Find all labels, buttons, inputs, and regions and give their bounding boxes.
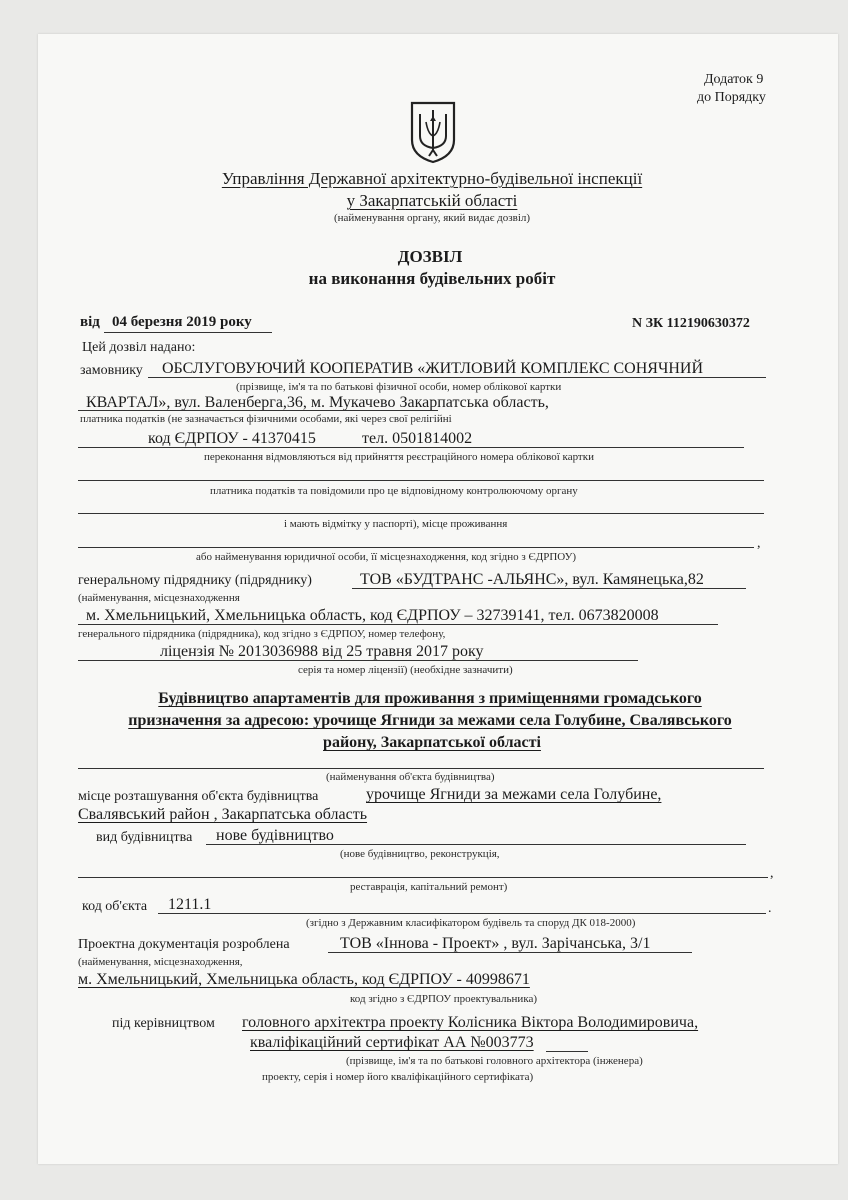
location-value-line-2: Свалявський район , Закарпатська область: [78, 806, 368, 823]
granted-label: Цей дозвіл надано:: [82, 340, 196, 355]
design-value-line-1: ТОВ «Іннова - Проект» , вул. Зарічанська, 3/1: [340, 935, 651, 952]
customer-caption-4: платника податків та повідомили про це відповідному контролюючому органу: [210, 485, 578, 497]
contractor-underline-2: [78, 624, 718, 625]
object-code-underline: [158, 913, 766, 914]
coat-of-arms-emblem: [408, 100, 458, 164]
construction-type-trailing-comma: ,: [770, 866, 774, 881]
document-title: ДОЗВІЛ: [397, 247, 463, 266]
contractor-caption-3: серія та номер ліцензії) (необхідне зазначити): [298, 664, 513, 676]
permit-number: N ЗК 112190630372: [632, 316, 750, 331]
construction-type-underline-1: [206, 844, 746, 845]
customer-caption-2: платника податків (не зазначається фізичними особами, які через свої релігійні: [80, 413, 452, 425]
design-underline-1: [328, 952, 692, 953]
issuer-name-line-2: у Закарпатській області: [346, 191, 518, 210]
construction-type-caption-1: (нове будівництво, реконструкція,: [340, 848, 500, 860]
architect-value-line-1: головного архітектра проекту Колісника Віктора Володимировича,: [242, 1014, 699, 1031]
date-prefix: від: [80, 314, 100, 330]
design-caption-2: код згідно з ЄДРПОУ проектувальника): [350, 993, 538, 1005]
customer-edrpou-code: код ЄДРПОУ - 41370415: [148, 430, 316, 447]
document-subtitle: на виконання будівельних робіт: [308, 269, 556, 288]
location-value-line-1: урочище Ягниди за межами села Голубине,: [366, 786, 662, 803]
customer-underline-3: [78, 447, 744, 448]
design-value-line-2: м. Хмельницький, Хмельницька область, код ЄДРПОУ - 40998671: [78, 971, 530, 988]
contractor-license: ліцензія № 2013036988 від 25 травня 2017 року: [160, 643, 484, 660]
construction-type-caption-2: реставрація, капітальний ремонт): [350, 881, 508, 893]
architect-caption-1: (прізвище, ім'я та по батькові головного архітектора (інженера): [346, 1055, 643, 1067]
architect-caption-2: проекту, серія і номер його кваліфікаційного сертифіката): [262, 1071, 534, 1083]
customer-name-line-1: ОБСЛУГОВУЮЧИЙ КООПЕРАТИВ «ЖИТЛОВИЙ КОМПЛЕКС СОНЯЧНИЙ: [162, 360, 703, 377]
issuer-caption: (найменування органу, який видає дозвіл): [333, 212, 531, 224]
construction-type-underline-2: [78, 877, 768, 878]
customer-label: замовнику: [80, 363, 143, 378]
construction-type-value: нове будівництво: [216, 827, 334, 844]
customer-underline-2: [78, 410, 438, 411]
object-code-caption: (згідно з Державним класифікатором будівель та споруд ДК 018-2000): [306, 917, 636, 929]
customer-caption-5: і мають відмітку у паспорті), місце проживання: [284, 518, 508, 530]
architect-value-line-2: кваліфікаційний сертифікат АА №003773: [250, 1034, 534, 1051]
customer-underline-1: [148, 377, 766, 378]
object-underline: [78, 768, 764, 769]
customer-underline-6: [78, 547, 754, 548]
contractor-name-line-2: м. Хмельницький, Хмельницька область, код ЄДРПОУ – 32739141, тел. 0673820008: [86, 607, 659, 624]
object-caption: (найменування об'єкта будівництва): [326, 771, 495, 783]
object-code-value: 1211.1: [168, 896, 212, 913]
design-caption-1: (найменування, місцезнаходження,: [78, 956, 243, 968]
contractor-underline-1: [352, 588, 746, 589]
customer-underline-5: [78, 513, 764, 514]
contractor-underline-3: [78, 660, 638, 661]
construction-type-label: вид будівництва: [96, 830, 193, 845]
contractor-label: генеральному підряднику (підряднику): [78, 573, 312, 588]
customer-trailing-comma: ,: [757, 536, 761, 551]
customer-phone: тел. 0501814002: [362, 430, 473, 447]
annex-line-2: до Порядку: [697, 90, 766, 105]
contractor-name-line-1: ТОВ «БУДТРАНС -АЛЬЯНС», вул. Камянецька,82: [360, 571, 704, 588]
object-name-line-1: Будівництво апартаментів для проживання з приміщеннями громадського: [158, 690, 702, 707]
object-name-line-3: району, Закарпатської області: [323, 734, 541, 751]
issuer-name-line-1: Управління Державної архітектурно-будівельної інспекції: [221, 169, 643, 188]
architect-label: під керівництвом: [112, 1016, 215, 1031]
architect-underline: [546, 1051, 588, 1052]
design-label: Проектна документація розроблена: [78, 937, 290, 952]
location-label: місце розташування об'єкта будівництва: [78, 789, 319, 804]
issue-date: 04 березня 2019 року: [112, 314, 252, 330]
object-code-label: код об'єкта: [82, 899, 148, 914]
object-code-trailing-dot: .: [768, 901, 772, 916]
annex-line-1: Додаток 9: [704, 72, 764, 87]
customer-caption-3: переконання відмовляються від прийняття реєстраційного номера облікової картки: [204, 451, 594, 463]
customer-name-line-2: КВАРТАЛ», вул. Валенберга,36, м. Мукачево Закарпатська область,: [86, 394, 549, 411]
object-name-line-2: призначення за адресою: урочище Ягниди за межами села Голубине, Свалявського: [128, 712, 732, 729]
customer-caption-1: (прізвище, ім'я та по батькові фізичної особи, номер облікової картки: [236, 381, 562, 393]
customer-caption-6: або найменування юридичної особи, її місцезнаходження, код згідно з ЄДРПОУ): [196, 551, 577, 563]
contractor-caption-2: генерального підрядника (підрядника), код згідно з ЄДРПОУ, номер телефону,: [78, 628, 446, 640]
customer-underline-4: [78, 480, 764, 481]
contractor-caption-1: (найменування, місцезнаходження: [78, 592, 240, 604]
date-underline: [104, 332, 272, 333]
